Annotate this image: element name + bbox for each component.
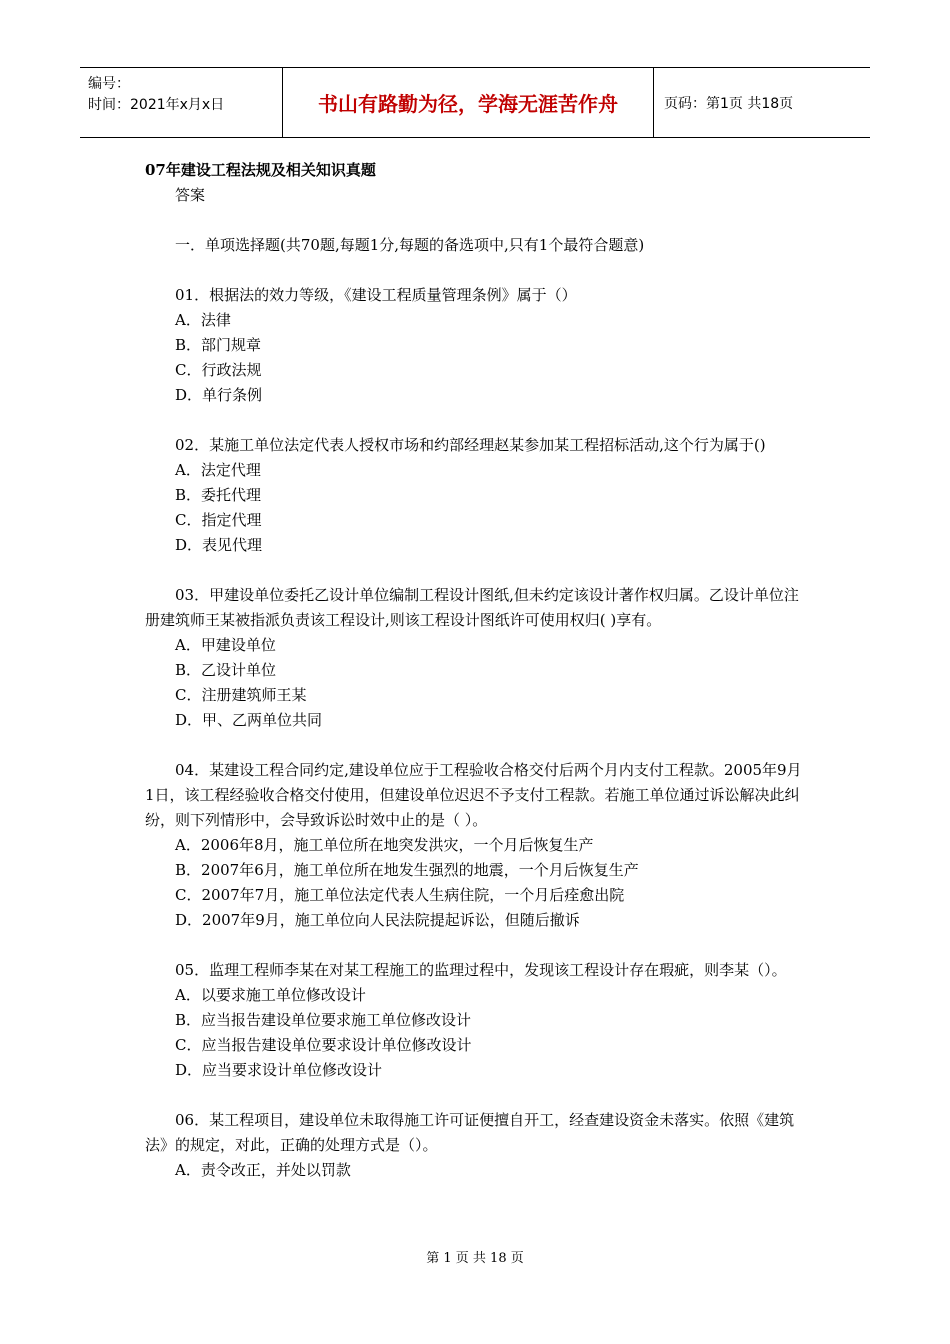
code-label: 编号： bbox=[88, 76, 130, 92]
header-page-info: 页码：第1页 共18页 bbox=[664, 95, 794, 112]
question-05 bbox=[145, 958, 805, 1083]
option-a: A．2006年8月，施工单位所在地突发洪灾，一个月后恢复生产 bbox=[175, 836, 594, 854]
question-text: 01．根据法的效力等级，《建设工程质量管理条例》属于（） bbox=[175, 286, 577, 304]
page-header bbox=[80, 67, 870, 138]
question-02 bbox=[145, 433, 805, 558]
option-d: D．表见代理 bbox=[175, 536, 263, 554]
page-footer: 第 1 页 共 18 页 bbox=[426, 1251, 524, 1266]
question-03 bbox=[145, 583, 805, 733]
document-body bbox=[145, 158, 805, 1183]
option-d: D．2007年9月，施工单位向人民法院提起诉讼，但随后撤诉 bbox=[175, 911, 580, 929]
option-a: A．责令改正，并处以罚款 bbox=[175, 1161, 351, 1179]
option-c: C．指定代理 bbox=[175, 511, 262, 529]
header-meta bbox=[80, 68, 282, 137]
option-c: C．应当报告建设单位要求设计单位修改设计 bbox=[175, 1036, 472, 1054]
question-text: 05．监理工程师李某在对某工程施工的监理过程中，发现该工程设计存在瑕疵，则李某（）。 bbox=[175, 961, 787, 979]
doc-subtitle: 答案 bbox=[175, 186, 206, 204]
option-a: A．法定代理 bbox=[175, 461, 261, 479]
option-b: B．部门规章 bbox=[175, 336, 262, 354]
question-04 bbox=[145, 758, 805, 933]
question-text: 02．某施工单位法定代表人授权市场和约部经理赵某参加某工程招标活动,这个行为属于() bbox=[175, 436, 766, 454]
doc-title: 07年建设工程法规及相关知识真题 bbox=[145, 161, 376, 179]
option-c: C．注册建筑师王某 bbox=[175, 686, 307, 704]
section-heading: 一．单项选择题(共70题,每题1分,每题的备选项中,只有1个最符合题意) bbox=[175, 236, 645, 254]
option-d: D．甲、乙两单位共同 bbox=[175, 711, 323, 729]
header-motto: 书山有路勤为径，学海无涯苦作舟 bbox=[282, 68, 654, 137]
option-a: A．以要求施工单位修改设计 bbox=[175, 986, 366, 1004]
option-b: B．应当报告建设单位要求施工单位修改设计 bbox=[175, 1011, 472, 1029]
question-01 bbox=[145, 283, 805, 408]
option-b: B．委托代理 bbox=[175, 486, 262, 504]
question-text: 06．某工程项目，建设单位未取得施工许可证便擅自开工，经查建设资金未落实。依照《建筑法》的规定，对此，正确的处理方式是（）。 bbox=[145, 1111, 795, 1154]
option-c: C．行政法规 bbox=[175, 361, 262, 379]
question-text: 04．某建设工程合同约定,建设单位应于工程验收合格交付后两个月内支付工程款。2005年9月1日，该工程经验收合格交付使用，但建设单位迟迟不予支付工程款。若施工单位通过诉讼解决此纠纷，则下列情形中，会导致诉讼时效中止的是（ ）。 bbox=[145, 761, 802, 829]
option-a: A．法律 bbox=[175, 311, 231, 329]
option-d: D．应当要求设计单位修改设计 bbox=[175, 1061, 383, 1079]
option-b: B．2007年6月，施工单位所在地发生强烈的地震，一个月后恢复生产 bbox=[175, 861, 639, 879]
option-c: C．2007年7月，施工单位法定代表人生病住院，一个月后痊愈出院 bbox=[175, 886, 625, 904]
option-d: D．单行条例 bbox=[175, 386, 263, 404]
option-b: B．乙设计单位 bbox=[175, 661, 277, 679]
time-label: 时间：2021年x月x日 bbox=[88, 97, 225, 113]
question-text: 03．甲建设单位委托乙设计单位编制工程设计图纸,但未约定该设计著作权归属。乙设计单位注册建筑师王某被指派负责该工程设计,则该工程设计图纸许可使用权归( )享有。 bbox=[145, 586, 799, 629]
option-a: A．甲建设单位 bbox=[175, 636, 276, 654]
question-06 bbox=[145, 1108, 805, 1183]
